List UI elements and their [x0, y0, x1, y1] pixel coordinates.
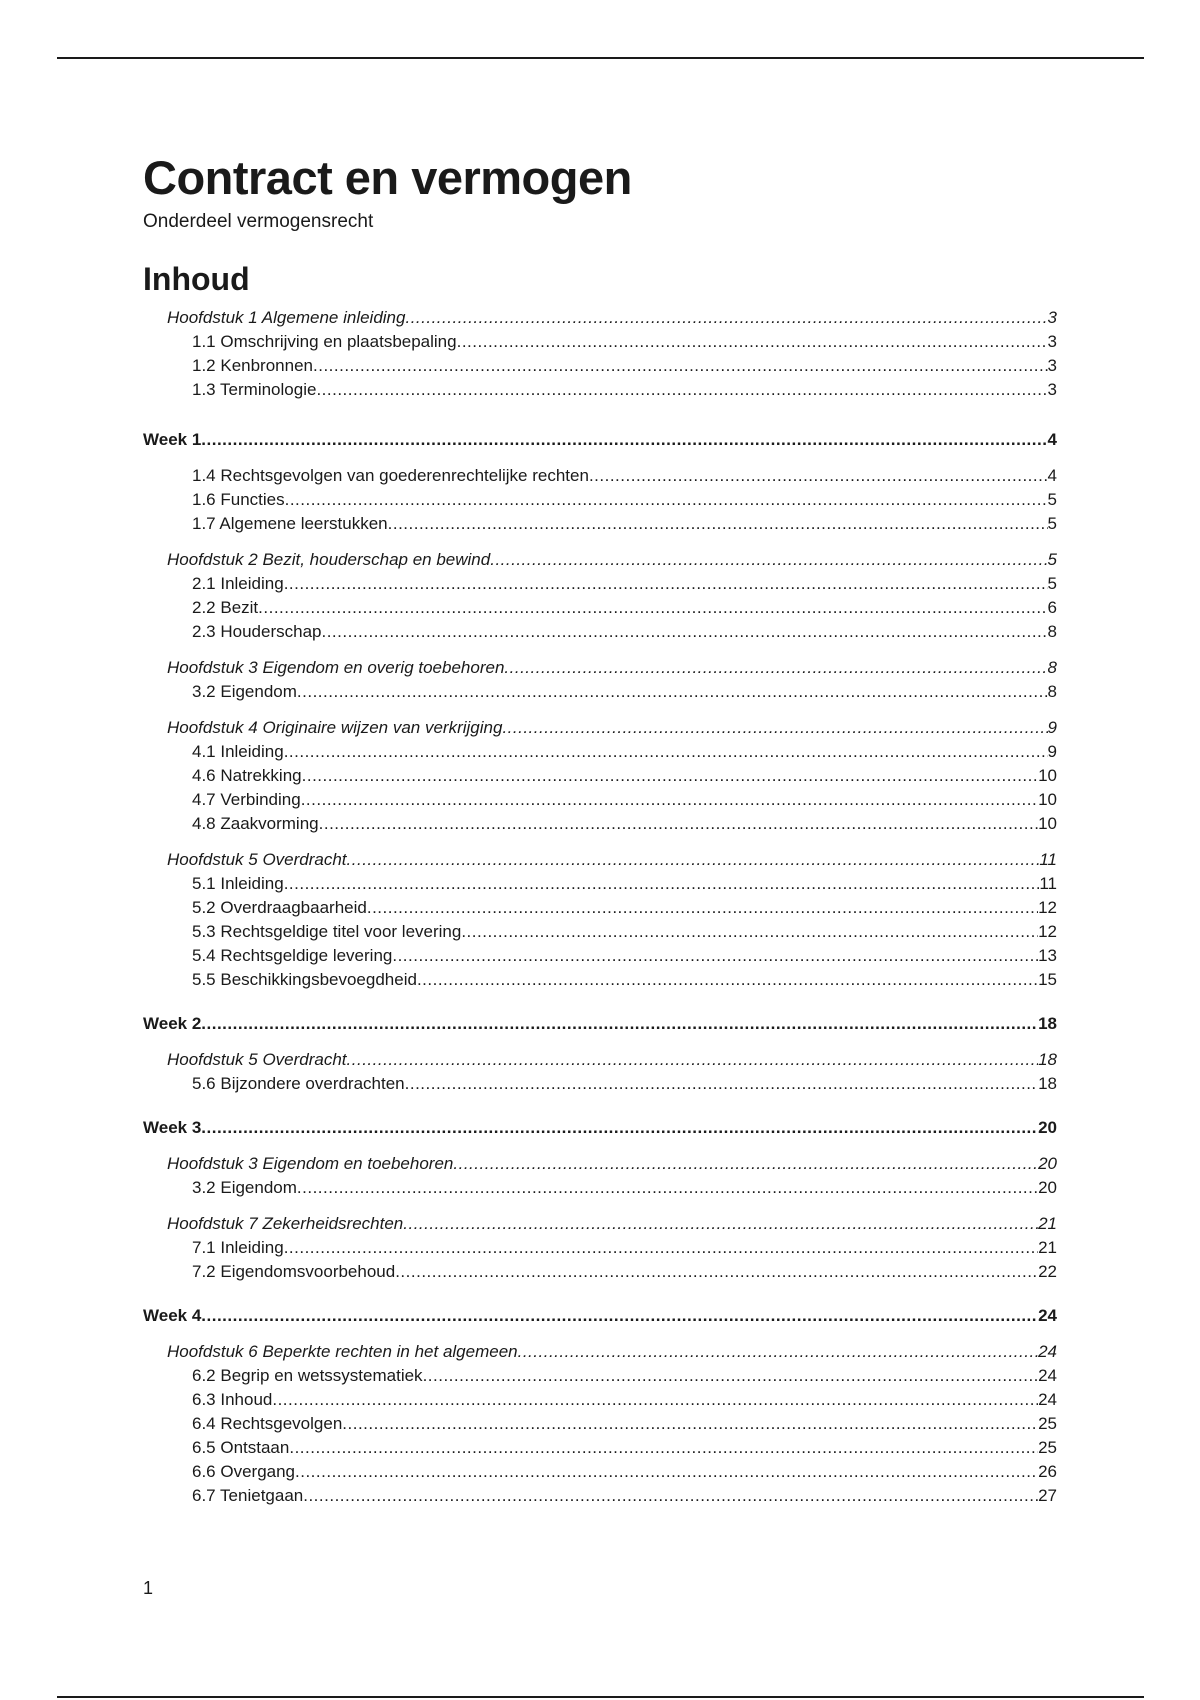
- toc-entry-section[interactable]: 5.5 Beschikkingsbevoegdheid ..... 15: [143, 968, 1057, 992]
- header-rule: [57, 57, 1144, 59]
- toc-entry-section[interactable]: 6.4 Rechtsgevolgen ..... 25: [143, 1412, 1057, 1436]
- footer-rule: [57, 1696, 1144, 1698]
- toc-entry-chapter[interactable]: Hoofdstuk 6 Beperkte rechten in het algemeen ..... 24: [143, 1340, 1057, 1364]
- toc-entry-chapter[interactable]: Hoofdstuk 1 Algemene inleiding ..... 3: [143, 306, 1057, 330]
- toc-entry-section[interactable]: 6.6 Overgang ..... 26: [143, 1460, 1057, 1484]
- toc-entry-section[interactable]: 3.2 Eigendom ..... 8: [143, 680, 1057, 704]
- toc-heading: Inhoud: [143, 261, 250, 297]
- toc-entry-section[interactable]: 1.6 Functies ..... 5: [143, 488, 1057, 512]
- toc-entry-section[interactable]: 4.6 Natrekking ..... 10: [143, 764, 1057, 788]
- toc-entry-section[interactable]: 5.2 Overdraagbaarheid ..... 12: [143, 896, 1057, 920]
- page-number: 1: [143, 1578, 154, 1598]
- toc-entry-section[interactable]: 5.6 Bijzondere overdrachten ..... 18: [143, 1072, 1057, 1096]
- toc-entry-section[interactable]: 6.3 Inhoud ..... 24: [143, 1388, 1057, 1412]
- toc-entry-section[interactable]: 6.7 Tenietgaan ..... 27: [143, 1484, 1057, 1508]
- toc-entry-section[interactable]: 2.3 Houderschap ..... 8: [143, 620, 1057, 644]
- toc-entry-section[interactable]: 5.1 Inleiding ..... 11: [143, 872, 1057, 896]
- toc-entry-week[interactable]: Week 1 ..... 4: [143, 428, 1057, 452]
- toc-entry-section[interactable]: 1.4 Rechtsgevolgen van goederenrechtelijke rechten ..... 4: [143, 464, 1057, 488]
- toc-entry-section[interactable]: 5.3 Rechtsgeldige titel voor levering ..... 12: [143, 920, 1057, 944]
- table-of-contents: [143, 306, 1057, 1508]
- toc-entry-chapter[interactable]: Hoofdstuk 3 Eigendom en overig toebehoren ..... 8: [143, 656, 1057, 680]
- toc-entry-chapter[interactable]: Hoofdstuk 3 Eigendom en toebehoren ..... 20: [143, 1152, 1057, 1176]
- toc-entry-chapter[interactable]: Hoofdstuk 7 Zekerheidsrechten ..... 21: [143, 1212, 1057, 1236]
- toc-entry-chapter[interactable]: Hoofdstuk 4 Originaire wijzen van verkrijging ..... 9: [143, 716, 1057, 740]
- toc-entry-section[interactable]: 2.1 Inleiding ..... 5: [143, 572, 1057, 596]
- toc-entry-section[interactable]: 1.2 Kenbronnen ..... 3: [143, 354, 1057, 378]
- toc-entry-section[interactable]: 5.4 Rechtsgeldige levering ..... 13: [143, 944, 1057, 968]
- toc-entry-week[interactable]: Week 3 ..... 20: [143, 1116, 1057, 1140]
- toc-entry-section[interactable]: 7.2 Eigendomsvoorbehoud ..... 22: [143, 1260, 1057, 1284]
- toc-entry-chapter[interactable]: Hoofdstuk 5 Overdracht ..... 18: [143, 1048, 1057, 1072]
- toc-entry-chapter[interactable]: Hoofdstuk 5 Overdracht ..... 11: [143, 848, 1057, 872]
- toc-entry-section[interactable]: 1.7 Algemene leerstukken ..... 5: [143, 512, 1057, 536]
- toc-entry-section[interactable]: 4.1 Inleiding ..... 9: [143, 740, 1057, 764]
- toc-entry-section[interactable]: 6.2 Begrip en wetssystematiek ..... 24: [143, 1364, 1057, 1388]
- toc-entry-week[interactable]: Week 2 ..... 18: [143, 1012, 1057, 1036]
- toc-entry-section[interactable]: 4.8 Zaakvorming ..... 10: [143, 812, 1057, 836]
- toc-entry-section[interactable]: 3.2 Eigendom ..... 20: [143, 1176, 1057, 1200]
- toc-entry-section[interactable]: 1.1 Omschrijving en plaatsbepaling ..... 3: [143, 330, 1057, 354]
- document-body: [143, 150, 1057, 1508]
- document-title: Contract en vermogen: [143, 151, 632, 204]
- toc-entry-section[interactable]: 1.3 Terminologie ..... 3: [143, 378, 1057, 402]
- toc-entry-week[interactable]: Week 4 ..... 24: [143, 1304, 1057, 1328]
- document-subtitle: Onderdeel vermogensrecht: [143, 211, 374, 232]
- toc-entry-section[interactable]: 6.5 Ontstaan ..... 25: [143, 1436, 1057, 1460]
- toc-entry-section[interactable]: 4.7 Verbinding ..... 10: [143, 788, 1057, 812]
- toc-entry-section[interactable]: 2.2 Bezit ..... 6: [143, 596, 1057, 620]
- toc-entry-chapter[interactable]: Hoofdstuk 2 Bezit, houderschap en bewind ..... 5: [143, 548, 1057, 572]
- toc-entry-section[interactable]: 7.1 Inleiding ..... 21: [143, 1236, 1057, 1260]
